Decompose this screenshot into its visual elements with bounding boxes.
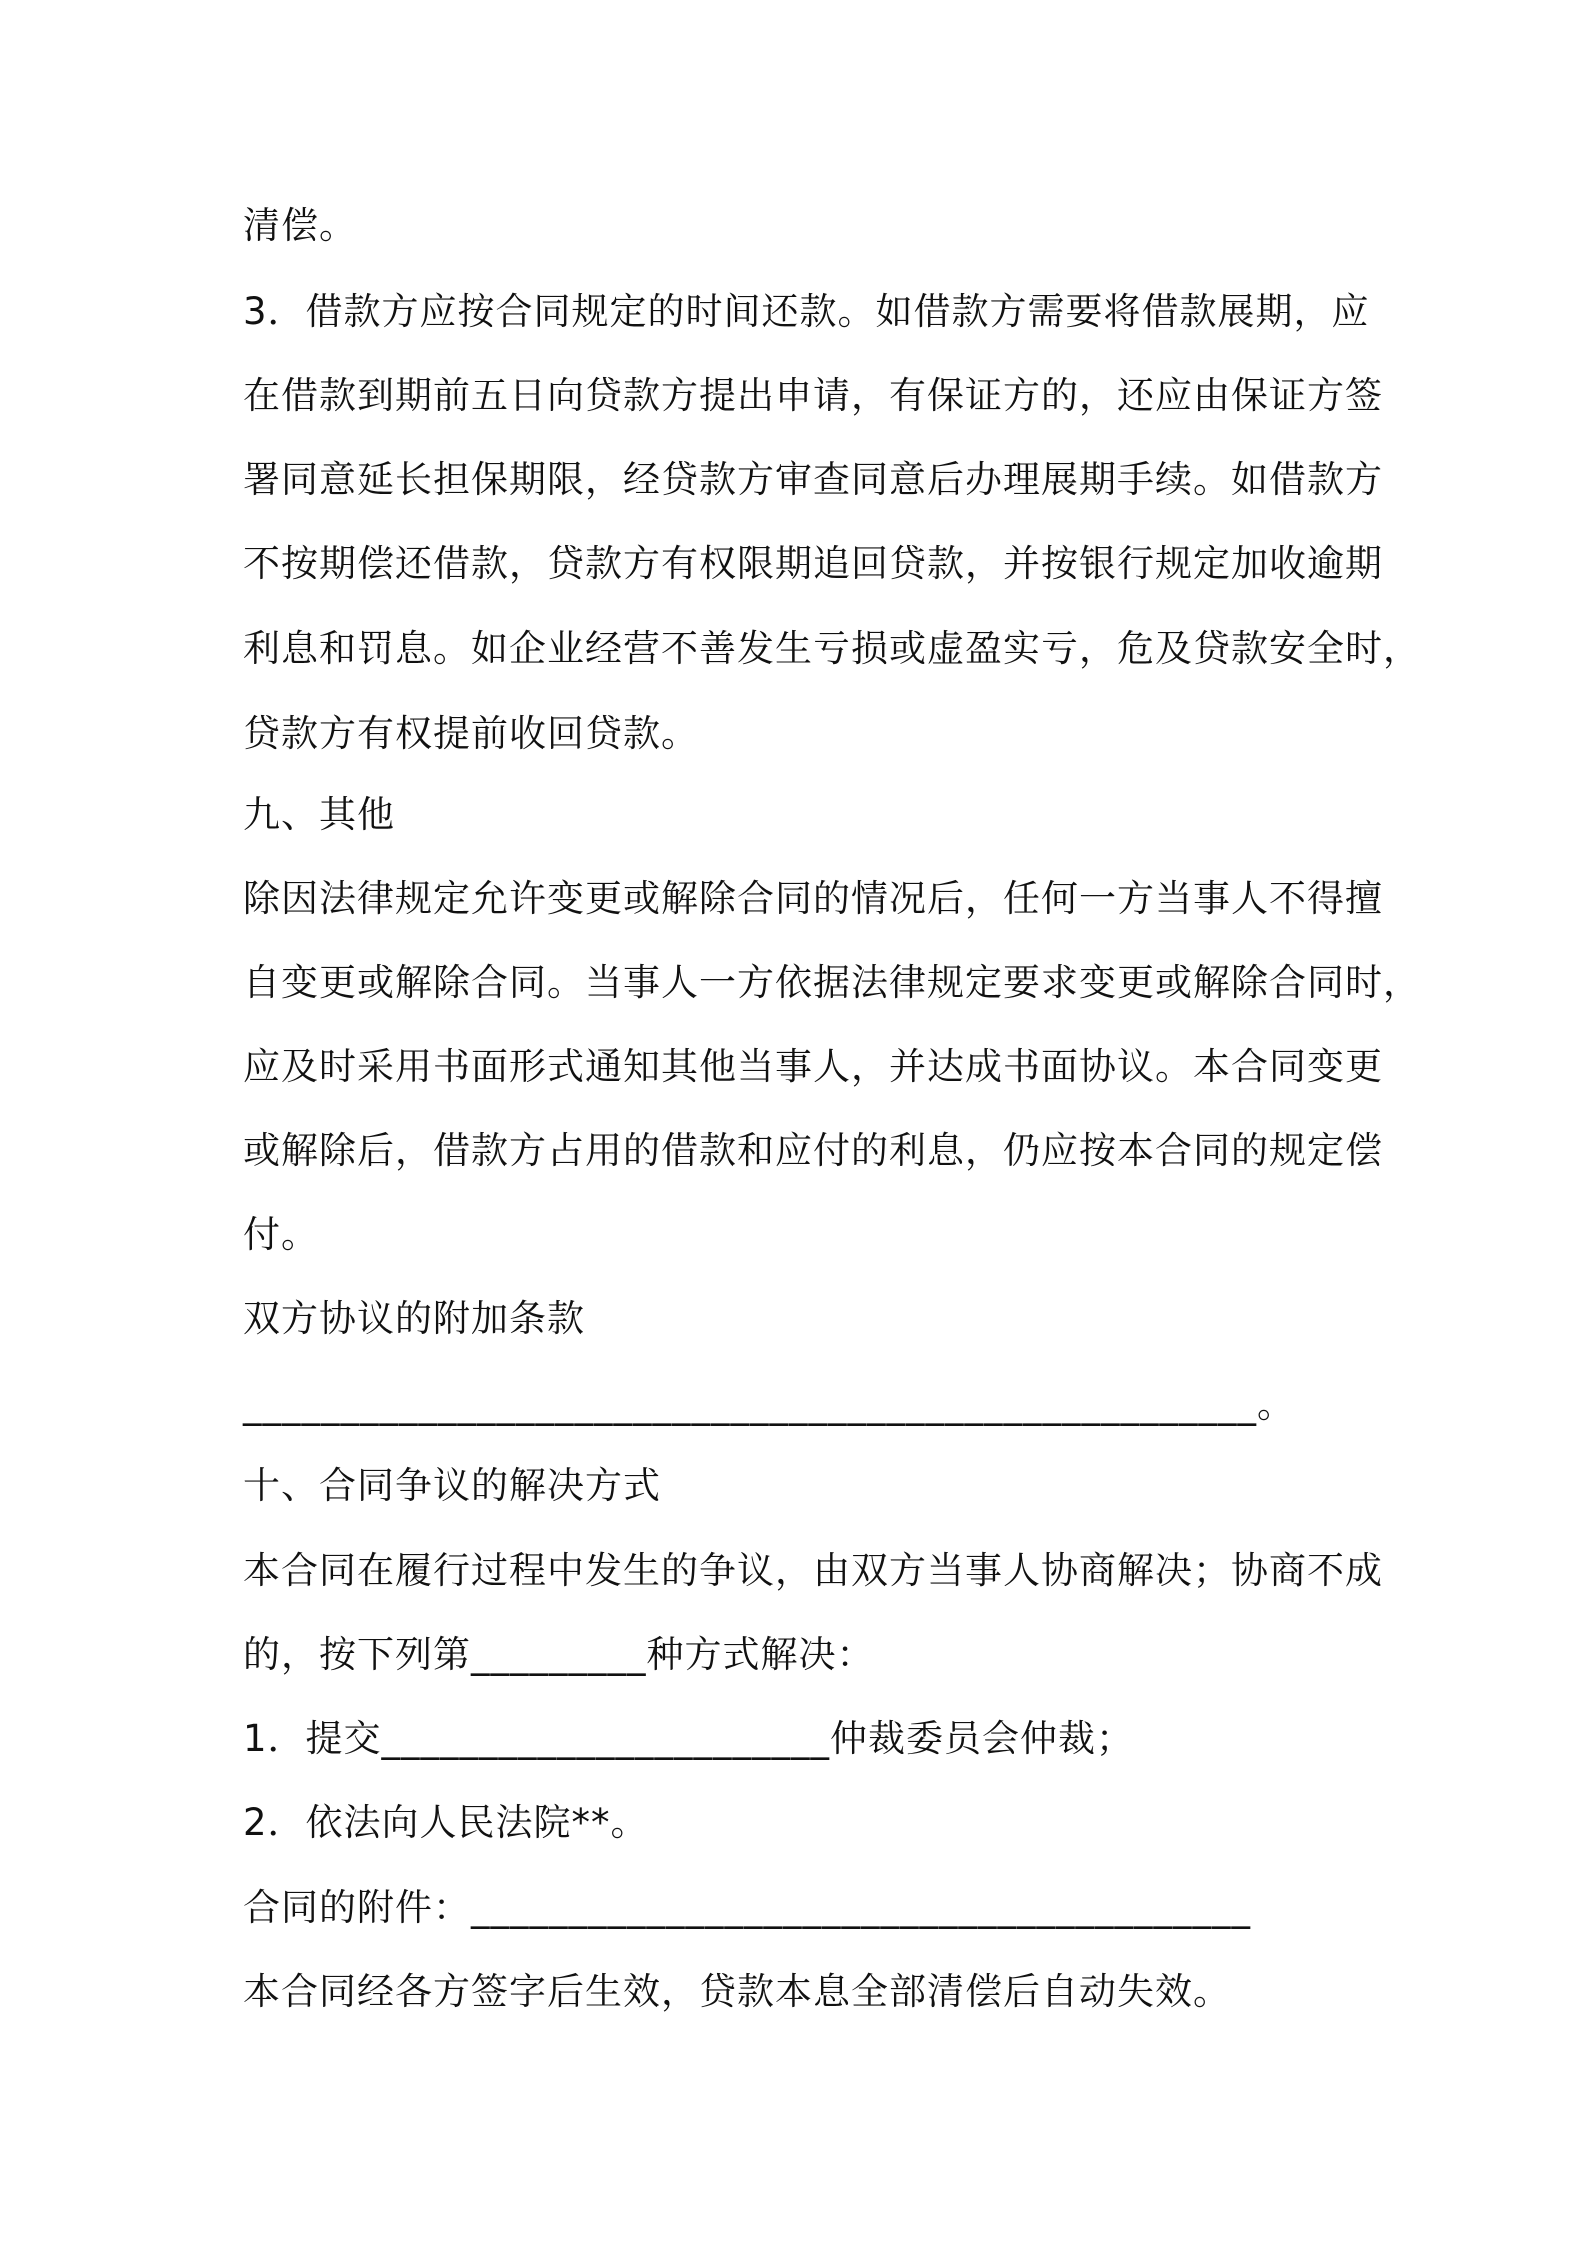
blank-fill-line: ____________________________________________________。	[243, 1383, 1295, 1426]
text-line: 除因法律规定允许变更或解除合同的情况后，任何一方当事人不得擅	[243, 877, 1383, 920]
text-line: 付。	[243, 1213, 319, 1256]
text-line: 1．提交_______________________仲裁委员会仲裁；	[243, 1717, 1135, 1760]
text-line: 或解除后，借款方占用的借款和应付的利息，仍应按本合同的规定偿	[243, 1129, 1383, 1172]
text-line: 本合同经各方签字后生效，贷款本息全部清偿后自动失效。	[243, 1970, 1231, 2013]
text-line: 应及时采用书面形式通知其他当事人，并达成书面协议。本合同变更	[243, 1045, 1383, 1088]
text-line: 2．依法向人民法院**。	[243, 1801, 649, 1844]
section-heading: 九、其他	[243, 793, 395, 836]
text-line: 本合同在履行过程中发生的争议，由双方当事人协商解决；协商不成	[243, 1549, 1383, 1592]
text-line: 不按期偿还借款，贷款方有权限期追回贷款，并按银行规定加收逾期	[243, 542, 1383, 585]
text-line: 合同的附件：________________________________________	[243, 1886, 1251, 1929]
text-line: 的，按下列第_________种方式解决：	[243, 1633, 875, 1676]
text-line: 3．借款方应按合同规定的时间还款。如借款方需要将借款展期，应	[243, 290, 1370, 333]
text-line: 自变更或解除合同。当事人一方依据法律规定要求变更或解除合同时，	[243, 961, 1421, 1004]
section-heading: 十、合同争议的解决方式	[243, 1464, 661, 1507]
text-line: 双方协议的附加条款	[243, 1297, 585, 1340]
text-line: 署同意延长担保期限，经贷款方审查同意后办理展期手续。如借款方	[243, 458, 1383, 501]
text-line: 贷款方有权提前收回贷款。	[243, 712, 699, 755]
text-line: 清偿。	[243, 204, 357, 247]
text-line: 利息和罚息。如企业经营不善发生亏损或虚盈实亏，危及贷款安全时，	[243, 627, 1421, 670]
text-line: 在借款到期前五日向贷款方提出申请，有保证方的，还应由保证方签	[243, 374, 1383, 417]
